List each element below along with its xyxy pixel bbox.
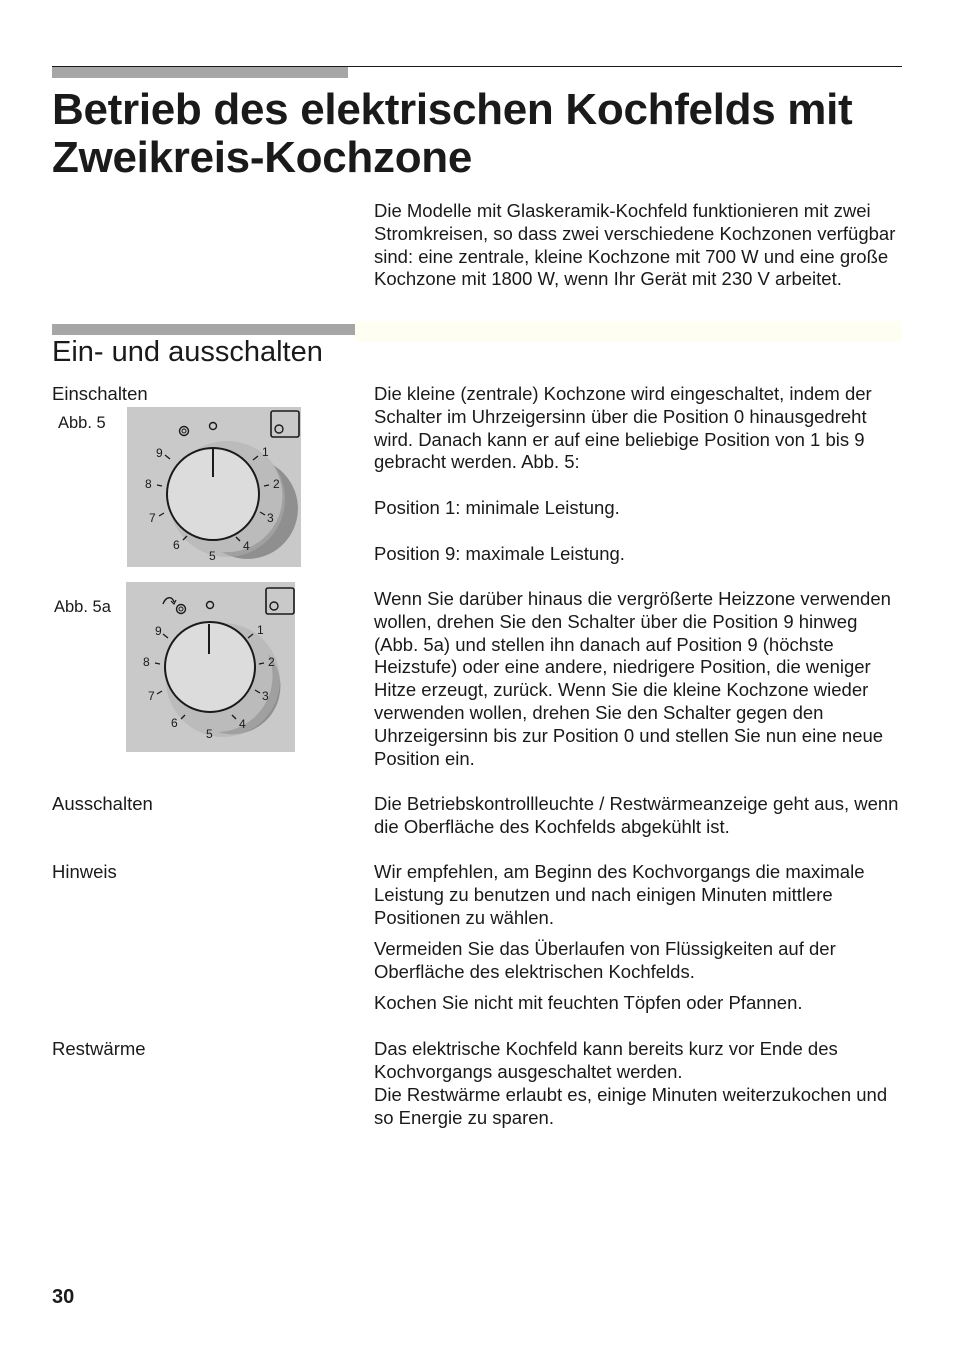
dial-number-1: 1 xyxy=(257,623,264,637)
dial-number-8: 8 xyxy=(143,655,150,669)
dial-number-3: 3 xyxy=(262,689,269,703)
intro-paragraph: Die Modelle mit Glaskeramik-Kochfeld funktionieren mit zwei Stromkreisen, so dass zwei verschiedene Kochzonen verfügbar sind: eine zentrale, kleine Kochzone mit 700 W und eine große Kochzone mit 1800 W, wenn Ihr Gerät mit 230 V arbeitet. xyxy=(374,200,896,290)
dial-number-4: 4 xyxy=(239,717,246,731)
dial-number-8: 8 xyxy=(145,477,152,491)
restwaerme-paragraph-1: Das elektrische Kochfeld kann bereits kurz vor Ende des Kochvorgangs ausgeschaltet werden. xyxy=(374,1038,838,1082)
dial-number-2: 2 xyxy=(273,477,280,491)
einschalten-paragraph-4: Wenn Sie darüber hinaus die vergrößerte Heizzone verwenden wollen, drehen Sie den Schalter über die Position 9 hinweg (Abb. 5a) und stellen ihn danach auf Position 9 (höchste Heizstufe) oder eine andere, niedrigere Position, die weniger Hitze erzeugt, zurück. Wenn Sie die kleine Kochzone wieder verwenden wollen, drehen Sie den Schalter gegen den Uhrzeigersinn bis zur Position 0 und stellen Sie nun eine neue Position ein. xyxy=(374,588,891,769)
label-ausschalten: Ausschalten xyxy=(52,793,153,814)
figure-5-dial xyxy=(127,407,301,567)
off-position-icon-5a xyxy=(207,602,214,609)
dial-number-7: 7 xyxy=(149,511,156,525)
dial-number-6: 6 xyxy=(173,538,180,552)
dial-number-4: 4 xyxy=(243,539,250,553)
page-number: 30 xyxy=(52,1286,75,1308)
einschalten-paragraph-1: Die kleine (zentrale) Kochzone wird eingeschaltet, indem der Schalter im Uhrzeigersinn über die Position 0 hinausgedreht wird. Danach kann er auf eine beliebige Position von 1 bis 9 gebracht werden. Abb. 5: xyxy=(374,383,872,473)
einschalten-paragraph-2: Position 1: minimale Leistung. xyxy=(374,497,620,518)
page-title-line2: Zweikreis-Kochzone xyxy=(52,133,473,182)
dial-number-1: 1 xyxy=(262,445,269,459)
dial-number-5: 5 xyxy=(209,549,216,563)
dial-illustration-5 xyxy=(127,407,301,567)
header-accent-bar xyxy=(52,67,348,78)
dial-number-2: 2 xyxy=(268,655,275,669)
einschalten-paragraph-3: Position 9: maximale Leistung. xyxy=(374,543,625,564)
section-accent-bar xyxy=(52,324,355,335)
ausschalten-paragraph: Die Betriebskontrollleuchte / Restwärmeanzeige geht aus, wenn die Oberfläche des Kochfelds abgekühlt ist. xyxy=(374,793,899,837)
label-einschalten: Einschalten xyxy=(52,383,148,404)
hinweis-paragraph-2: Vermeiden Sie das Überlaufen von Flüssigkeiten auf der Oberfläche des elektrischen Kochfelds. xyxy=(374,938,836,982)
figure-5a-label: Abb. 5a xyxy=(54,598,111,616)
dial-number-6: 6 xyxy=(171,716,178,730)
dial-number-9: 9 xyxy=(155,624,162,638)
zone-symbol-dot xyxy=(275,425,283,433)
dial-illustration-5a xyxy=(126,582,295,752)
dual-circuit-icon-5a xyxy=(177,605,186,614)
restwaerme-paragraph-2: Die Restwärme erlaubt es, einige Minuten weiterzukochen und so Energie zu sparen. xyxy=(374,1084,888,1128)
page-title-line1: Betrieb des elektrischen Kochfelds mit xyxy=(52,85,853,134)
dial-number-7: 7 xyxy=(148,689,155,703)
off-position-icon xyxy=(210,423,217,430)
dial-number-9: 9 xyxy=(156,446,163,460)
dial-number-5: 5 xyxy=(206,727,213,741)
hinweis-paragraph-3: Kochen Sie nicht mit feuchten Töpfen oder Pfannen. xyxy=(374,992,803,1013)
zone-symbol-icon xyxy=(271,411,299,437)
dial-number-3: 3 xyxy=(267,511,274,525)
zone-symbol-icon-5a xyxy=(266,588,294,614)
section-heading-tint xyxy=(355,321,902,342)
hinweis-paragraph-1: Wir empfehlen, am Beginn des Kochvorgangs die maximale Leistung zu benutzen und nach einigen Minuten mittlere Positionen zu wählen. xyxy=(374,861,865,928)
label-hinweis: Hinweis xyxy=(52,861,117,882)
section-heading: Ein- und ausschalten xyxy=(52,336,323,368)
figure-5-label: Abb. 5 xyxy=(58,414,106,432)
dual-circuit-icon xyxy=(180,427,189,436)
figure-5a-dial xyxy=(126,582,295,752)
page-title xyxy=(52,86,912,182)
label-restwaerme: Restwärme xyxy=(52,1038,146,1059)
